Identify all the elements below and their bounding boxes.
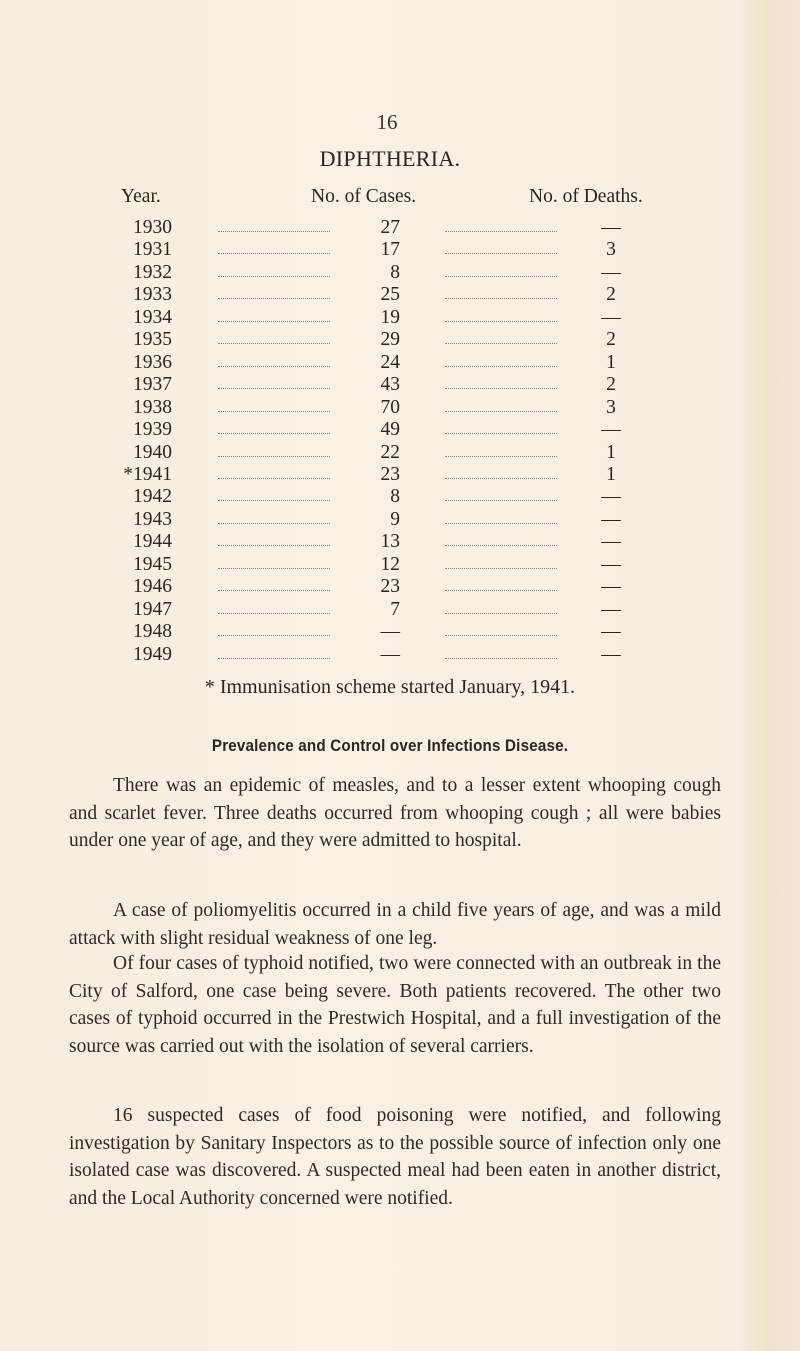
dot-leader	[445, 568, 557, 569]
cell-year: 1947	[133, 598, 172, 620]
table-row	[0, 576, 800, 599]
cell-year: 1942	[133, 486, 172, 508]
cell-cases: —	[380, 643, 400, 665]
dot-leader	[445, 635, 557, 636]
cell-cases: 17	[380, 239, 400, 261]
table-row	[0, 599, 800, 622]
table-row	[0, 397, 800, 420]
table-row	[0, 352, 800, 375]
cell-cases: 19	[380, 306, 400, 328]
cell-year: 1934	[133, 306, 172, 328]
dot-leader	[445, 343, 557, 344]
dot-leader	[445, 478, 557, 479]
table-row	[0, 307, 800, 330]
paragraph: Of four cases of typhoid notified, two were connected with an outbreak in the City of Salford, one case being severe. Both patients recovered. The other two cases of typhoid occurred in the Prestwich Hospital, and a full investigation of the source was carried out with the isolation of several carriers.	[69, 953, 721, 1057]
dot-leader	[445, 253, 557, 254]
cell-cases: 7	[390, 598, 400, 620]
paragraph: A case of poliomyelitis occurred in a child five years of age, and was a mild attack with slight residual weakness of one leg.	[69, 900, 721, 949]
table-row	[0, 644, 800, 667]
cell-deaths: 2	[606, 374, 616, 396]
dot-leader	[218, 388, 330, 389]
cell-year: 1930	[133, 217, 172, 238]
table-row	[0, 486, 800, 509]
cell-cases: 23	[380, 463, 400, 485]
cell-deaths: 2	[606, 329, 616, 351]
table-row	[0, 284, 800, 307]
cell-deaths: —	[601, 598, 621, 620]
cell-year: 1949	[133, 643, 172, 665]
dot-leader	[218, 478, 330, 479]
footnote: * Immunisation scheme started January, 1941.	[204, 676, 576, 698]
table-row	[0, 531, 800, 554]
table-row	[0, 419, 800, 442]
cell-deaths: 1	[606, 351, 616, 373]
cell-year: 1946	[133, 576, 172, 598]
cell-year: 1945	[133, 553, 172, 575]
page-number: 16	[376, 110, 398, 134]
column-header-year: Year.	[121, 186, 161, 207]
cell-year: 1931	[133, 239, 172, 261]
cell-deaths: 3	[606, 396, 616, 418]
cell-cases: 13	[380, 531, 400, 553]
cell-year: 1935	[133, 329, 172, 351]
dot-leader	[218, 366, 330, 367]
dot-leader	[445, 276, 557, 277]
dot-leader	[218, 590, 330, 591]
dot-leader	[218, 635, 330, 636]
dot-leader	[218, 321, 330, 322]
cell-year: 1937	[133, 374, 172, 396]
cell-cases: 24	[380, 351, 400, 373]
cell-year: 1938	[133, 396, 172, 418]
dot-leader	[445, 500, 557, 501]
cell-year: 1939	[133, 419, 172, 441]
cell-deaths: —	[601, 508, 621, 530]
cell-year: 1933	[133, 284, 172, 306]
cell-deaths: 3	[606, 239, 616, 261]
dot-leader	[445, 433, 557, 434]
cell-year: 1940	[133, 441, 172, 463]
dot-leader	[218, 568, 330, 569]
cell-year: 1936	[133, 351, 172, 373]
table-row	[0, 217, 800, 240]
dot-leader	[445, 523, 557, 524]
dot-leader	[445, 590, 557, 591]
cell-cases: 27	[380, 217, 400, 238]
dot-leader	[445, 321, 557, 322]
cell-cases: 23	[380, 576, 400, 598]
section-heading: Prevalence and Control over Infections Disease.	[211, 737, 569, 755]
cell-year: 1932	[133, 261, 172, 283]
cell-deaths: —	[601, 643, 621, 665]
cell-year: 1944	[133, 531, 172, 553]
cell-cases: 12	[380, 553, 400, 575]
cell-cases: 70	[380, 396, 400, 418]
dot-leader	[445, 658, 557, 659]
dot-leader	[445, 388, 557, 389]
table-row	[0, 262, 800, 285]
cell-cases: 49	[380, 419, 400, 441]
cell-cases: 8	[390, 486, 400, 508]
dot-leader	[445, 613, 557, 614]
dot-leader	[218, 545, 330, 546]
cell-deaths: 1	[606, 463, 616, 485]
dot-leader	[218, 613, 330, 614]
cell-cases: 22	[380, 441, 400, 463]
dot-leader	[218, 343, 330, 344]
cell-cases: 25	[380, 284, 400, 306]
cell-cases: 9	[390, 508, 400, 530]
dot-leader	[218, 298, 330, 299]
page-title: DIPHTHERIA.	[319, 146, 461, 171]
dot-leader	[445, 366, 557, 367]
cell-deaths: 1	[606, 441, 616, 463]
cell-cases: 43	[380, 374, 400, 396]
dot-leader	[218, 276, 330, 277]
cell-cases: 29	[380, 329, 400, 351]
table-row	[0, 374, 800, 397]
cell-deaths: —	[601, 261, 621, 283]
dot-leader	[218, 411, 330, 412]
cell-deaths: —	[601, 486, 621, 508]
table-row	[0, 239, 800, 262]
dot-leader	[445, 545, 557, 546]
dot-leader	[445, 231, 557, 232]
table-row	[0, 329, 800, 352]
cell-deaths: —	[601, 531, 621, 553]
dot-leader	[445, 456, 557, 457]
column-header-deaths: No. of Deaths.	[529, 186, 643, 207]
dot-leader	[218, 253, 330, 254]
dot-leader	[218, 523, 330, 524]
table-row	[0, 621, 800, 644]
dot-leader	[445, 298, 557, 299]
cell-deaths: —	[601, 576, 621, 598]
table-row	[0, 464, 800, 487]
table-row	[0, 509, 800, 532]
table-row	[0, 554, 800, 577]
cell-deaths: 2	[606, 284, 616, 306]
paragraph: There was an epidemic of measles, and to a lesser extent whooping cough and scarlet fever. Three deaths occurred from whooping cough ; all were babies under one year of age, and they were admitted to hospital.	[69, 775, 721, 852]
dot-leader	[445, 411, 557, 412]
dot-leader	[218, 231, 330, 232]
cell-deaths: —	[601, 553, 621, 575]
cell-cases: —	[380, 621, 400, 643]
cell-year: 1943	[133, 508, 172, 530]
cell-cases: 8	[390, 261, 400, 283]
dot-leader	[218, 456, 330, 457]
cell-year: *1941	[123, 463, 172, 485]
dot-leader	[218, 500, 330, 501]
paragraph: 16 suspected cases of food poisoning were notified, and following investigation by Sanitary Inspectors as to the possible source of infection only one isolated case was discovered. A suspected meal had been eaten in another district, and the Local Authority concerned were notified.	[69, 1105, 721, 1209]
cell-deaths: —	[601, 217, 621, 238]
dot-leader	[218, 658, 330, 659]
cell-year: 1948	[133, 621, 172, 643]
cell-deaths: —	[601, 306, 621, 328]
table-row	[0, 442, 800, 465]
cell-deaths: —	[601, 419, 621, 441]
cell-deaths: —	[601, 621, 621, 643]
dot-leader	[218, 433, 330, 434]
column-header-cases: No. of Cases.	[311, 186, 417, 207]
